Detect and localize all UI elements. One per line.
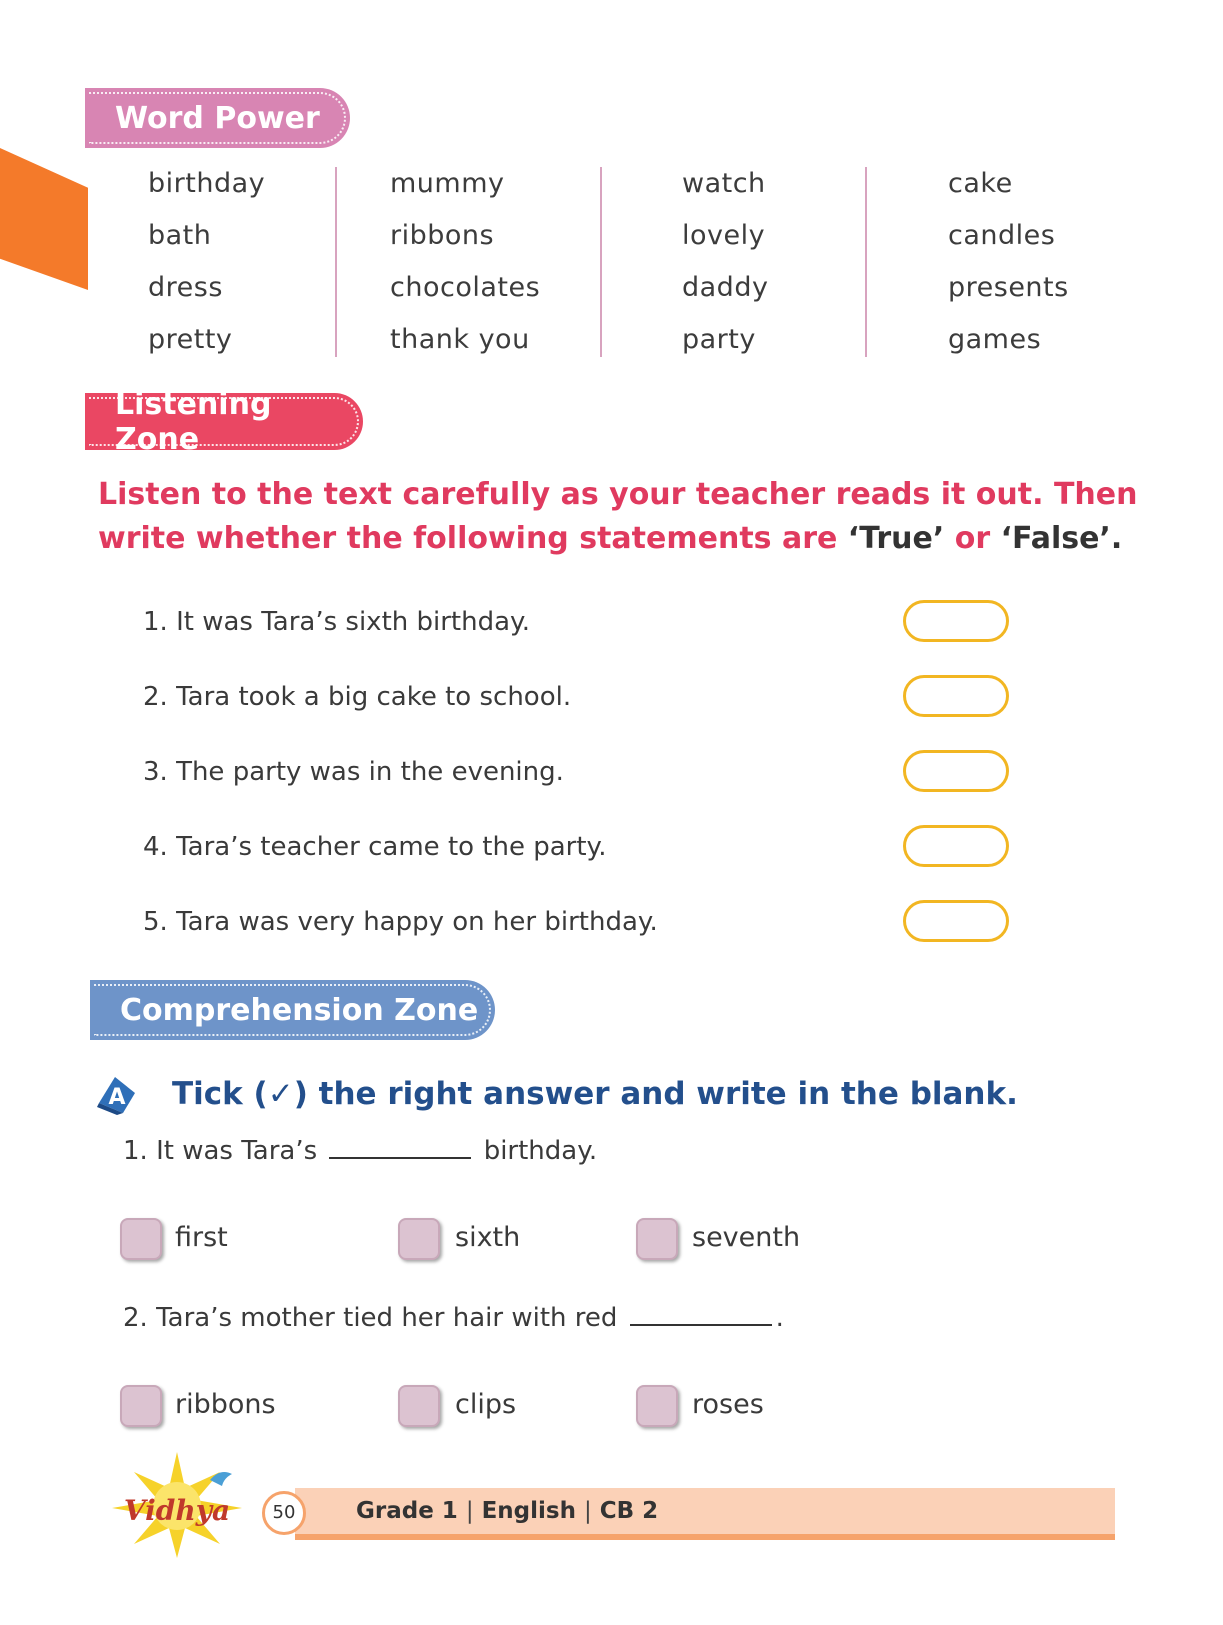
word-power-title: Word Power (115, 100, 320, 136)
footer-subject: English (481, 1498, 576, 1524)
word-item: pretty (148, 324, 233, 355)
word-item: presents (948, 272, 1069, 303)
word-column-2 (390, 158, 540, 366)
word-item: cake (948, 168, 1013, 199)
word-item: lovely (682, 220, 766, 251)
footer-separator: | (465, 1498, 474, 1524)
footer-book-info (356, 1498, 658, 1524)
word-item: party (682, 324, 756, 355)
listening-zone-banner (85, 386, 363, 457)
question-1 (123, 1135, 597, 1166)
word-item: games (948, 324, 1042, 355)
word-item: daddy (682, 272, 769, 303)
option-checkbox[interactable] (398, 1385, 440, 1427)
option-checkbox[interactable] (398, 1218, 440, 1260)
statement-4: 4. Tara’s teacher came to the party. (143, 832, 607, 862)
column-divider (865, 167, 867, 357)
task-a-icon (95, 1073, 139, 1117)
option-label: sixth (455, 1222, 521, 1253)
task-letter: A (108, 1085, 126, 1110)
option-label: roses (692, 1389, 764, 1420)
option-checkbox[interactable] (636, 1385, 678, 1427)
listening-instruction (98, 473, 1178, 561)
answer-box-1[interactable] (903, 600, 1009, 642)
word-column-4 (948, 158, 1069, 366)
instruction-text: Listen to the text carefully as your teacher reads it out. Then write whether the following statements are (98, 477, 1138, 556)
option-checkbox[interactable] (636, 1218, 678, 1260)
task-instruction: Tick (✓) the right answer and write in the blank. (172, 1076, 1018, 1112)
word-item: birthday (148, 168, 266, 199)
question-2-tail: . (775, 1303, 784, 1333)
column-divider (600, 167, 602, 357)
page-number: 50 (262, 1491, 306, 1535)
answer-box-2[interactable] (903, 675, 1009, 717)
option-label: ribbons (175, 1389, 276, 1420)
footer-grade: Grade 1 (356, 1498, 458, 1524)
word-item: chocolates (390, 272, 541, 303)
vidhya-logo (92, 1450, 262, 1560)
question-1-text: 1. It was Tara’s (123, 1136, 318, 1166)
word-item: ribbons (390, 220, 495, 251)
column-divider (335, 167, 337, 357)
question-1-blank[interactable] (329, 1135, 471, 1159)
word-column-3 (682, 158, 768, 366)
comprehension-zone-banner (90, 980, 495, 1040)
statement-3: 3. The party was in the evening. (143, 757, 564, 787)
footer-separator: | (583, 1498, 592, 1524)
footer-book: CB 2 (599, 1498, 659, 1524)
word-power-banner (85, 88, 350, 148)
answer-box-3[interactable] (903, 750, 1009, 792)
word-column-1 (148, 158, 265, 366)
true-word: ‘True’ (847, 521, 945, 556)
answer-box-5[interactable] (903, 900, 1009, 942)
question-2-blank[interactable] (630, 1302, 772, 1326)
option-label: seventh (692, 1222, 801, 1253)
word-item: candles (948, 220, 1056, 251)
or-word: or (944, 521, 1001, 556)
option-label: first (175, 1222, 228, 1253)
question-1-tail: birthday. (483, 1136, 598, 1166)
question-2-text: 2. Tara’s mother tied her hair with red (123, 1303, 618, 1333)
word-item: bath (148, 220, 212, 251)
side-tab-decoration (0, 148, 88, 290)
word-item: watch (682, 168, 766, 199)
comprehension-zone-title: Comprehension Zone (120, 992, 479, 1028)
logo-text: Vidhya (123, 1494, 231, 1527)
statement-1: 1. It was Tara’s sixth birthday. (143, 607, 530, 637)
option-checkbox[interactable] (120, 1218, 162, 1260)
answer-box-4[interactable] (903, 825, 1009, 867)
option-label: clips (455, 1389, 517, 1420)
statement-2: 2. Tara took a big cake to school. (143, 682, 572, 712)
statement-5: 5. Tara was very happy on her birthday. (143, 907, 658, 937)
option-checkbox[interactable] (120, 1385, 162, 1427)
word-item: thank you (390, 324, 530, 355)
word-item: mummy (390, 168, 505, 199)
word-item: dress (148, 272, 223, 303)
false-word: ‘False’ (1000, 521, 1111, 556)
question-2 (123, 1302, 784, 1333)
instruction-period: . (1110, 521, 1123, 556)
listening-zone-title: Listening Zone (115, 386, 272, 457)
